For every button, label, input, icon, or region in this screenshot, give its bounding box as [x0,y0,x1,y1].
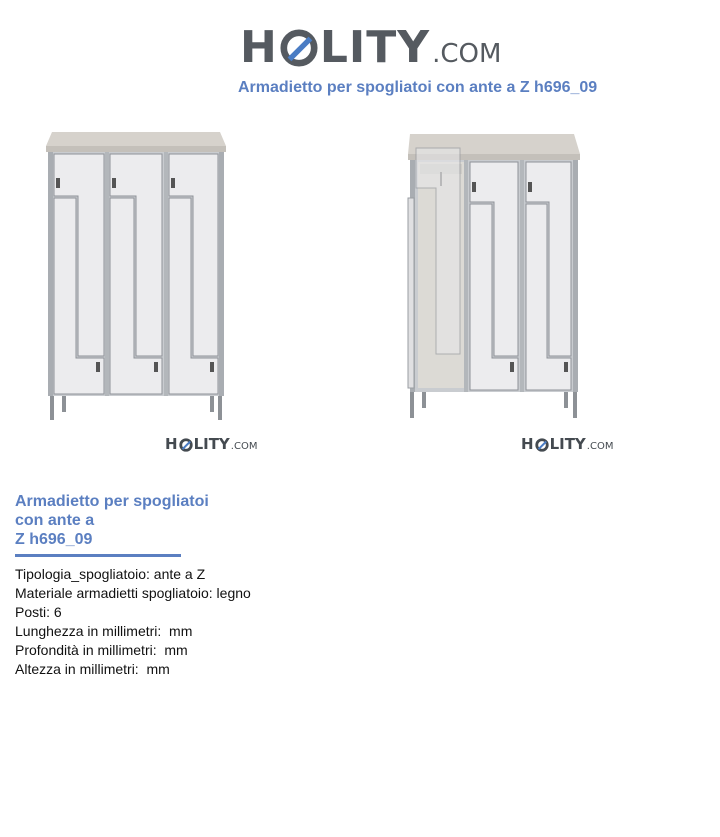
logo-wordmark [165,437,230,452]
page-title: Armadietto per spogliatoi con ante a Z h696_09 [238,79,598,96]
product-heading-line: Armadietto per spogliatoi [15,493,209,510]
logo-text-end: LITY [193,435,230,453]
product-heading-line: Z h696_09 [15,531,93,548]
spec-row: Altezza in millimetri: mm [15,661,170,677]
logo-o-icon [280,28,318,68]
product-image-open[interactable] [396,124,592,424]
spec-row: Lunghezza in millimetri: mm [15,623,193,639]
logo-domain-suffix: .COM [432,39,502,69]
product-specs [15,565,251,679]
spec-row: Tipologia_spogliatoio: ante a Z [15,566,206,582]
image-watermark-logo [521,437,613,452]
logo-text-start: H [521,435,534,453]
logo-o-icon [535,438,549,452]
logo-text-start: H [240,22,278,73]
heading-underline [15,554,181,557]
logo-text-start: H [165,435,178,453]
spec-row: Posti: 6 [15,604,62,620]
logo-domain-suffix: .COM [230,441,258,452]
logo-domain-suffix: .COM [586,441,614,452]
image-watermark-logo [165,437,257,452]
logo-text-end: LITY [319,22,431,73]
logo-o-icon [179,438,193,452]
spec-row: Materiale armadietti spogliatoio: legno [15,585,251,601]
logo-wordmark [521,437,586,452]
logo-wordmark [240,22,431,73]
product-heading [15,492,245,549]
spec-row: Profondità in millimetri: mm [15,642,188,658]
site-logo[interactable] [240,14,502,73]
product-heading-line: con ante a [15,512,95,529]
product-image-closed[interactable] [40,124,240,424]
logo-text-end: LITY [549,435,586,453]
